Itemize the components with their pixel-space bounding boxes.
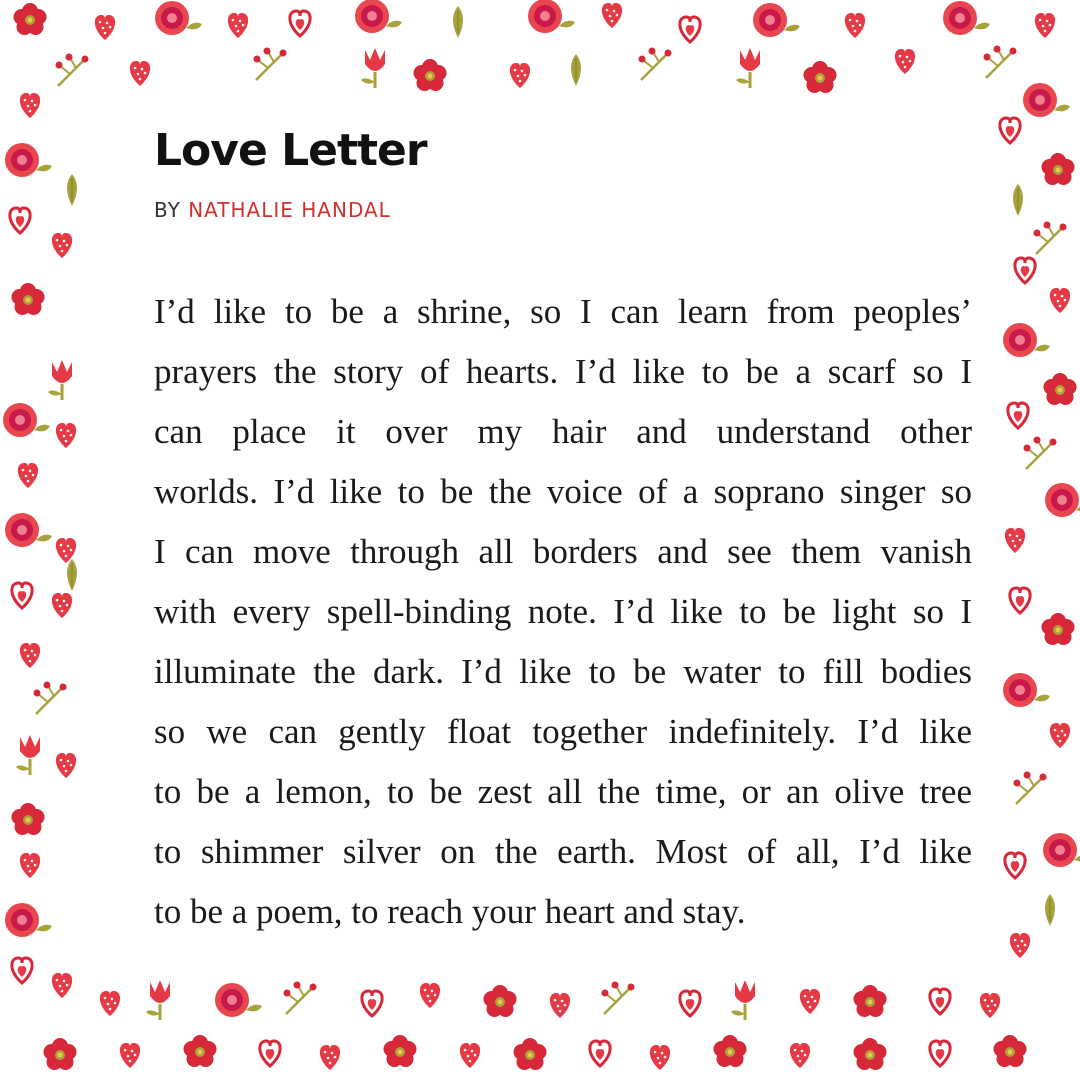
left-border-band <box>3 93 77 998</box>
poem-line: prayers the story of hearts. I’d like to be a scarf so I <box>154 352 972 391</box>
poem-line: illuminate the dark. I’d like to be water to fill bodies <box>154 652 972 691</box>
top-border-band <box>14 0 1056 93</box>
bottom-border-band <box>44 980 1027 1070</box>
poem-body <box>154 282 972 942</box>
poem-line: I’d like to be a shrine, so I can learn from peoples’ <box>154 292 972 331</box>
poem-line: can place it over my hair and understand other <box>154 412 972 451</box>
poem-line: so we can gently float together indefinitely. I’d like <box>154 712 972 751</box>
poem-title: Love Letter <box>154 125 427 176</box>
poem-line: to be a lemon, to be zest all the time, or an olive tree <box>154 772 972 811</box>
byline-prefix: BY <box>154 198 181 222</box>
poem-line: to shimmer silver on the earth. Most of all, I’d like <box>154 832 972 871</box>
poem-line: I can move through all borders and see them vanish <box>154 532 972 571</box>
poem-line: with every spell-binding note. I’d like to be light so I <box>154 592 972 631</box>
poem-line: worlds. I’d like to be the voice of a soprano singer so <box>154 472 972 511</box>
byline <box>154 198 971 222</box>
poem-card <box>88 96 993 981</box>
poem-line: to be a poem, to reach your heart and stay. <box>154 892 746 931</box>
author-name: NATHALIE HANDAL <box>188 198 391 222</box>
right-border-band <box>1000 83 1080 958</box>
